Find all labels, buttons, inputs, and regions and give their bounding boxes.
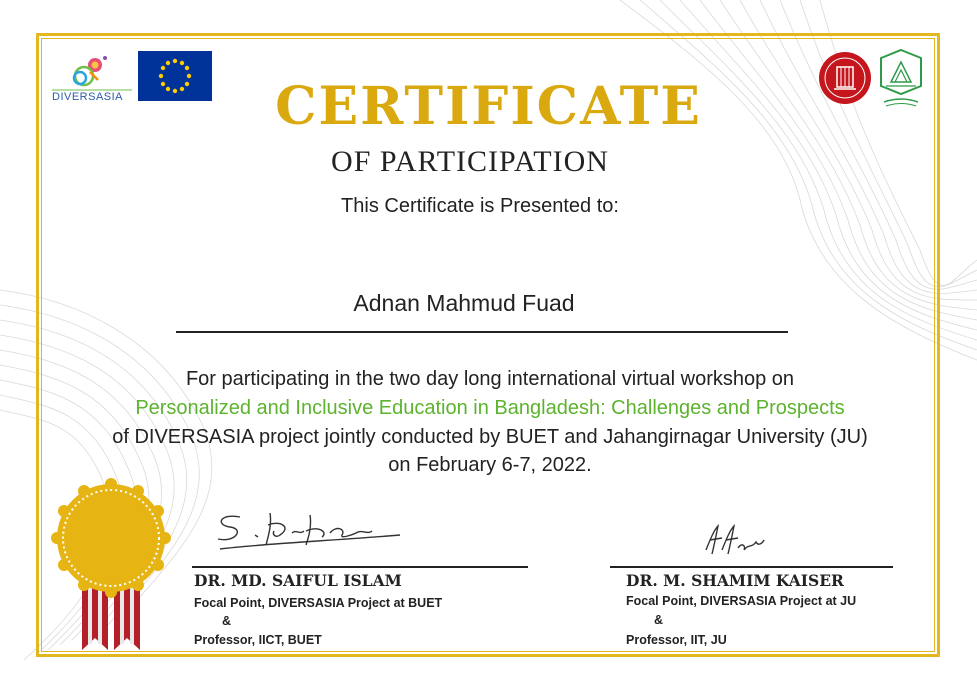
presented-to-label: This Certificate is Presented to: bbox=[341, 195, 619, 217]
signature-line-1 bbox=[192, 566, 528, 568]
workshop-title: Personalized and Inclusive Education in Bangladesh: Challenges and Prospects bbox=[135, 397, 845, 419]
signer-2-role-2: Professor, IIT, JU bbox=[626, 633, 727, 647]
signer-1-ampersand: & bbox=[222, 614, 232, 628]
recipient-name: Adnan Mahmud Fuad bbox=[353, 290, 575, 316]
certificate-title: CERTIFICATE bbox=[275, 76, 702, 137]
body-line-1: For participating in the two day long international virtual workshop on bbox=[185, 368, 795, 390]
certificate-subtitle: OF PARTICIPATION bbox=[331, 145, 609, 178]
body-line-3: of DIVERSASIA project jointly conducted by BUET and Jahangirnagar University (JU) bbox=[112, 426, 868, 448]
signer-1-name: DR. MD. SAIFUL ISLAM bbox=[194, 571, 402, 590]
signature-shamim-kaiser bbox=[700, 520, 770, 560]
signer-2-name: DR. M. SHAMIM KAISER bbox=[626, 571, 844, 590]
signer-2-ampersand: & bbox=[654, 613, 664, 627]
recipient-name-underline bbox=[176, 331, 788, 333]
signer-1-role: Focal Point, DIVERSASIA Project at BUET bbox=[194, 596, 443, 610]
signer-1-role-2: Professor, IICT, BUET bbox=[194, 633, 322, 647]
gold-medal-icon bbox=[50, 478, 172, 658]
signer-2-role: Focal Point, DIVERSASIA Project at JU bbox=[626, 594, 857, 608]
signature-saiful-islam bbox=[210, 505, 410, 555]
diversasia-logo-text: DIVERSASIA bbox=[52, 91, 124, 103]
signature-line-2 bbox=[610, 566, 893, 568]
body-line-4: on February 6-7, 2022. bbox=[388, 454, 592, 476]
